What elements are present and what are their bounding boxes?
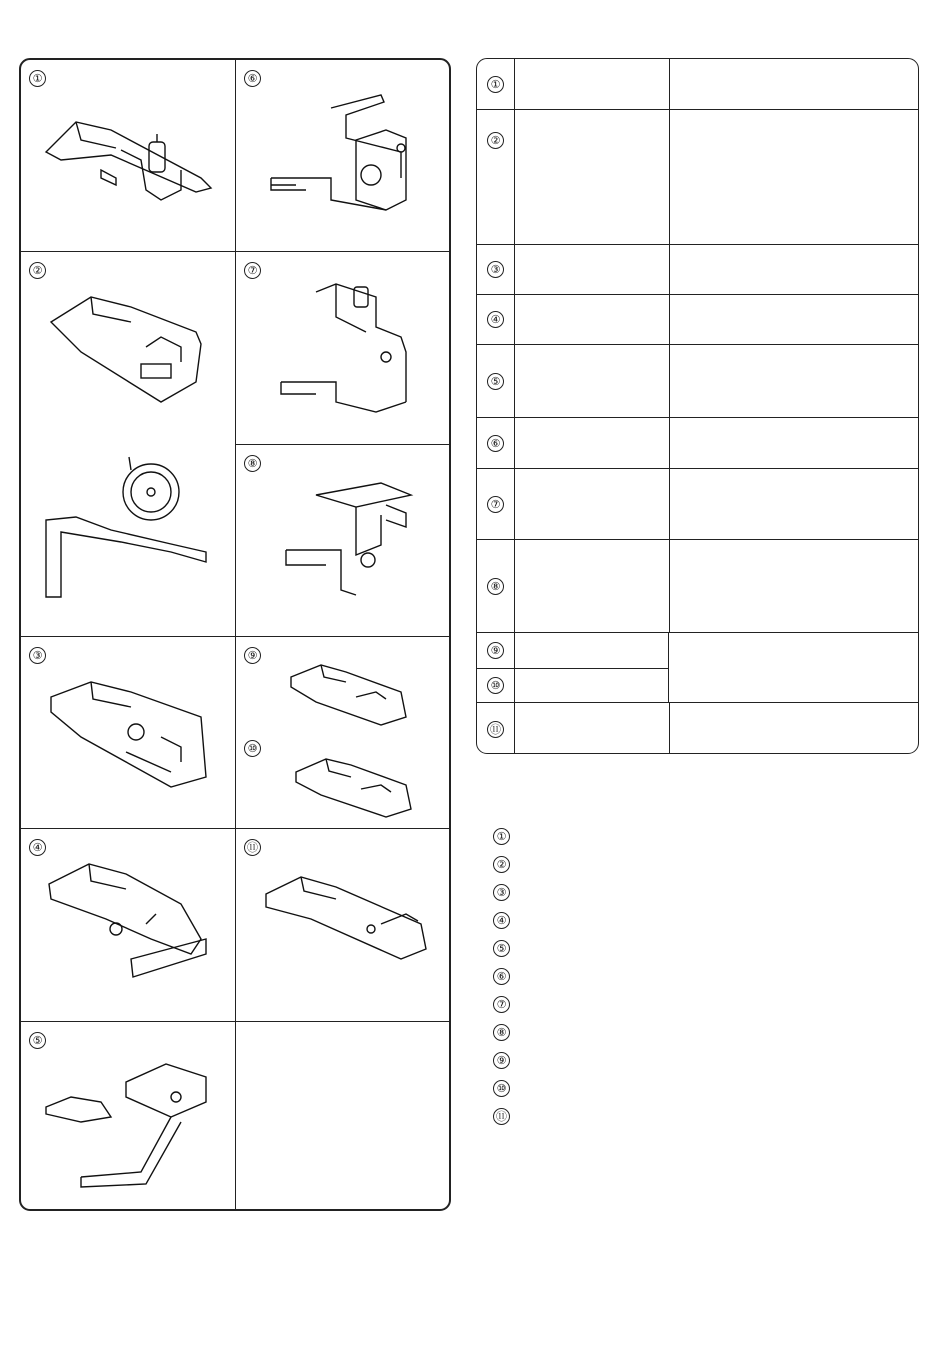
presser-foot-5-illustration xyxy=(21,1022,235,1211)
figure-number-5: ⑤ xyxy=(29,1032,46,1049)
list-item xyxy=(493,1102,510,1130)
figure-number-4: ④ xyxy=(29,839,46,856)
figure-cell-9-10 xyxy=(236,637,451,828)
table-cell-description xyxy=(669,345,918,417)
presser-foot-1-illustration xyxy=(21,60,235,251)
list-item xyxy=(493,990,510,1018)
table-cell-description xyxy=(669,110,918,244)
table-cell-description xyxy=(669,295,918,344)
figure-number-11: ⑪ xyxy=(244,839,261,856)
table-cell-description xyxy=(669,245,918,294)
table-cell-name xyxy=(514,345,670,417)
table-row-number: ⑧ xyxy=(487,578,504,595)
table-cell-name xyxy=(514,110,670,244)
figure-number-2: ② xyxy=(29,262,46,279)
table-cell-name xyxy=(514,469,670,539)
table-row-number: ⑨ xyxy=(487,642,504,659)
table-row xyxy=(477,468,918,539)
table-cell-name xyxy=(514,245,670,294)
table-cell-name xyxy=(514,295,670,344)
table-row-number: ③ xyxy=(487,261,504,278)
list-item xyxy=(493,906,510,934)
figure-cell-8 xyxy=(236,445,451,636)
table-cell-description xyxy=(669,418,918,468)
table-cell-description xyxy=(669,703,918,754)
figure-cell-6 xyxy=(236,60,451,251)
list-item xyxy=(493,1074,510,1102)
table-row xyxy=(477,294,918,344)
list-item-number: ⑤ xyxy=(493,940,510,957)
table-cell-description xyxy=(669,59,918,109)
presser-foot-7-illustration xyxy=(236,252,451,444)
figure-number-9: ⑨ xyxy=(244,647,261,664)
figure-cell-1 xyxy=(21,60,235,251)
accessory-number-list xyxy=(493,822,510,1130)
accessory-table xyxy=(476,58,919,754)
table-cell-description xyxy=(669,540,918,632)
figure-number-6: ⑥ xyxy=(244,70,261,87)
list-item-number: ③ xyxy=(493,884,510,901)
figure-number-10: ⑩ xyxy=(244,740,261,757)
presser-foot-4-illustration xyxy=(21,829,235,1021)
list-item-number: ⑧ xyxy=(493,1024,510,1041)
table-row-number: ⑤ xyxy=(487,373,504,390)
table-row xyxy=(477,539,918,632)
list-item xyxy=(493,934,510,962)
figure-cell-7 xyxy=(236,252,451,444)
table-row-number: ② xyxy=(487,132,504,149)
table-row xyxy=(477,244,918,294)
table-row-number: ⑪ xyxy=(487,721,504,738)
figure-cell-2 xyxy=(21,252,235,636)
table-row-number: ① xyxy=(487,76,504,93)
figure-number-3: ③ xyxy=(29,647,46,664)
list-item-number: ⑪ xyxy=(493,1108,510,1125)
table-cell-description-merged xyxy=(669,632,918,702)
table-row xyxy=(477,632,669,668)
presser-foot-11-illustration xyxy=(236,829,451,1021)
list-item-number: ⑨ xyxy=(493,1052,510,1069)
table-row-number: ④ xyxy=(487,311,504,328)
figure-cell-11 xyxy=(236,829,451,1021)
list-item xyxy=(493,1018,510,1046)
table-row-number: ⑦ xyxy=(487,496,504,513)
presser-foot-8-illustration xyxy=(236,445,451,636)
figure-number-7: ⑦ xyxy=(244,262,261,279)
list-item xyxy=(493,850,510,878)
table-row xyxy=(477,59,918,109)
figure-cell-5 xyxy=(21,1022,235,1211)
presser-foot-6-illustration xyxy=(236,60,451,251)
table-row xyxy=(477,344,918,417)
table-cell-name xyxy=(514,540,670,632)
figure-cell-empty xyxy=(236,1022,451,1211)
figure-number-1: ① xyxy=(29,70,46,87)
list-item-number: ⑦ xyxy=(493,996,510,1013)
table-cell-description xyxy=(669,469,918,539)
table-row-number: ⑥ xyxy=(487,435,504,452)
table-cell-name xyxy=(514,59,670,109)
list-item xyxy=(493,1046,510,1074)
presser-foot-2-illustration xyxy=(21,252,235,636)
table-row xyxy=(477,109,918,244)
figure-cell-3 xyxy=(21,637,235,828)
table-cell-name xyxy=(514,669,669,702)
table-row xyxy=(477,702,918,754)
table-row xyxy=(477,668,669,702)
figure-cell-4 xyxy=(21,829,235,1021)
presser-foot-9-10-illustration xyxy=(236,637,451,828)
table-cell-name xyxy=(514,633,669,668)
presser-foot-3-illustration xyxy=(21,637,235,828)
accessory-figure-panel xyxy=(19,58,451,1211)
list-item-number: ④ xyxy=(493,912,510,929)
list-item-number: ② xyxy=(493,856,510,873)
table-cell-name xyxy=(514,703,670,754)
figure-number-8: ⑧ xyxy=(244,455,261,472)
table-row-number: ⑩ xyxy=(487,677,504,694)
list-item xyxy=(493,878,510,906)
list-item xyxy=(493,822,510,850)
list-item xyxy=(493,962,510,990)
table-cell-name xyxy=(514,418,670,468)
list-item-number: ⑩ xyxy=(493,1080,510,1097)
list-item-number: ① xyxy=(493,828,510,845)
table-row xyxy=(477,417,918,468)
list-item-number: ⑥ xyxy=(493,968,510,985)
